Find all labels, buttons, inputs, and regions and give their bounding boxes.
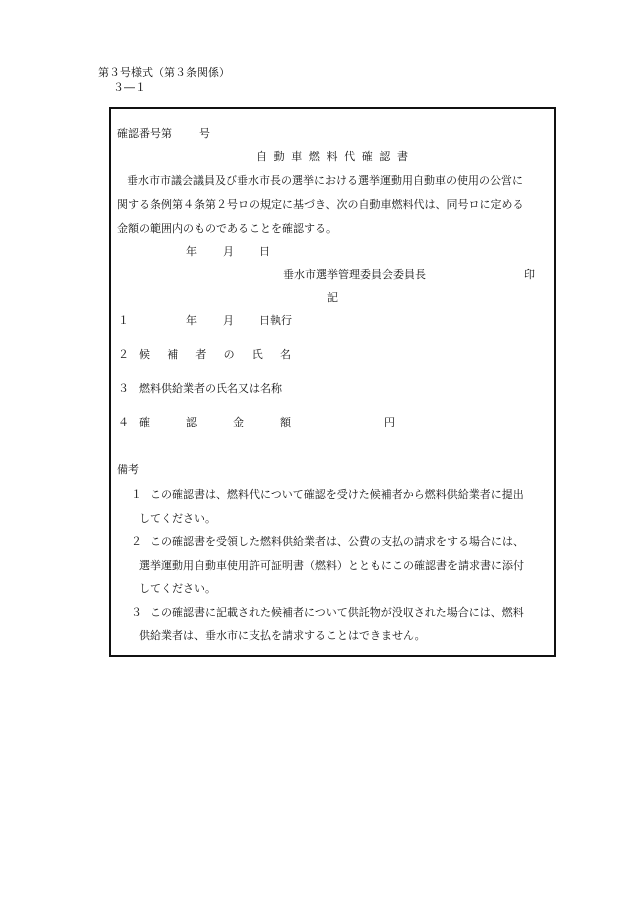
- title-char: 書: [397, 150, 408, 163]
- document-title: [256, 148, 408, 164]
- item2-char: 候: [139, 348, 150, 361]
- item1-year: 年: [186, 314, 197, 327]
- item2-char: 名: [279, 348, 291, 361]
- note1-line: してください。: [139, 512, 216, 525]
- body-line: 関する条例第４条第２号ロの規定に基づき、次の自動車燃料代は、同号ロに定める: [117, 198, 524, 211]
- note2-line: してください。: [139, 582, 216, 595]
- item3-number: ３: [118, 382, 129, 395]
- item1-month: 月: [223, 314, 234, 327]
- body-line: 垂水市市議会議員及び垂水市長の選挙における選挙運動用自動車の使用の公営に: [127, 174, 523, 187]
- body-line: 金額の範囲内のものであることを確認する。: [117, 222, 337, 235]
- title-char: 代: [344, 150, 356, 163]
- title-char: 車: [291, 150, 303, 163]
- item1-number: １: [118, 314, 129, 327]
- note3-number: ３: [131, 606, 142, 619]
- item4-char: 確: [139, 416, 150, 429]
- item2-char: 補: [167, 348, 179, 361]
- date-year: 年: [186, 245, 197, 258]
- item3-label: 燃料供給業者の氏名又は名称: [139, 382, 282, 395]
- note3-line: 供給業者は、垂水市に支払を請求することはできません。: [139, 629, 426, 642]
- title-char: 動: [273, 150, 285, 163]
- item4-number: ４: [118, 416, 129, 429]
- title-char: 認: [379, 150, 391, 163]
- title-char: 確: [361, 150, 373, 163]
- item1-day-held: 日執行: [259, 314, 292, 327]
- date-day: 日: [259, 245, 270, 258]
- item2-number: ２: [118, 348, 129, 361]
- item2-label: [139, 346, 291, 362]
- ki-heading: 記: [327, 291, 338, 304]
- note3-line: この確認書に記載された候補者について供託物が没収された場合には、燃料: [150, 606, 524, 619]
- note2-number: ２: [131, 535, 142, 548]
- item2-char: の: [223, 348, 235, 361]
- form-number: 第３号様式（第３条関係）: [98, 66, 230, 79]
- title-char: 燃: [308, 150, 320, 163]
- item4-label: [139, 414, 291, 430]
- note2-line: この確認書を受領した燃料供給業者は、公費の支払の請求をする場合には、: [150, 535, 524, 548]
- note1-line: この確認書は、燃料代について確認を受けた候補者から燃料供給業者に提出: [150, 488, 524, 501]
- item2-char: 者: [195, 348, 207, 361]
- note1-number: １: [131, 488, 142, 501]
- item2-char: 氏: [251, 348, 263, 361]
- item4-char: 認: [186, 416, 197, 429]
- item4-char: 額: [280, 416, 291, 429]
- confirm-number-prefix: 確認番号第: [117, 127, 172, 140]
- date-month: 月: [223, 245, 234, 258]
- confirm-number-suffix: 号: [199, 127, 210, 140]
- seal-mark: 印: [524, 268, 535, 281]
- issuer-name: 垂水市選挙管理委員会委員長: [283, 268, 426, 281]
- item4-unit: 円: [384, 416, 395, 429]
- note2-line: 選挙運動用自動車使用許可証明書（燃料）とともにこの確認書を請求書に添付: [139, 559, 524, 572]
- form-subnumber: ３―１: [113, 81, 146, 94]
- item4-char: 金: [233, 416, 244, 429]
- remarks-heading: 備考: [117, 463, 139, 476]
- title-char: 自: [256, 150, 267, 163]
- title-char: 料: [326, 150, 338, 163]
